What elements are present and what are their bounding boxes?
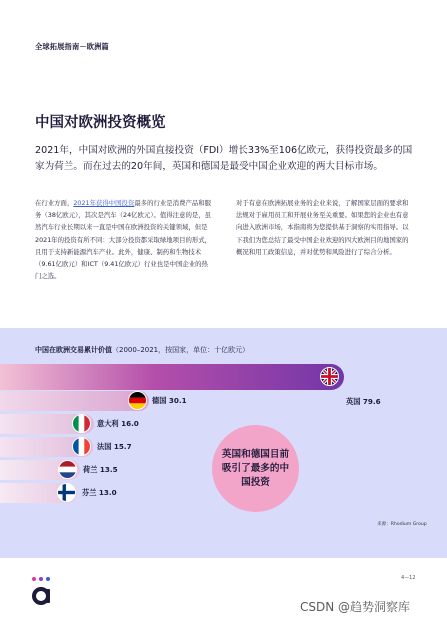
- chart-source: 来源：Rhodium Group: [377, 522, 427, 527]
- bar-label-finland: 芬兰 13.0: [82, 488, 117, 497]
- watermark: CSDN @趋势洞察库: [300, 600, 411, 614]
- body-left-prefix: 在行业方面，: [35, 199, 74, 207]
- bar-label-italy: 意大利 16.0: [97, 419, 139, 428]
- brand-logo-icon: [29, 575, 53, 607]
- body-left-paragraph: [35, 197, 212, 282]
- section-label: 全球拓展指南－欧洲篇: [35, 42, 109, 51]
- lead-paragraph: 2021年，中国对欧洲的外国直接投资（FDI）增长33%至106亿欧元，获得投资最多的国家为荷兰。而在过去的20年间，英国和德国是最受中国企业欢迎的两大目标市场。: [35, 145, 413, 172]
- uk-flag-icon: [320, 367, 339, 386]
- bar-label-germany: 德国 30.1: [152, 396, 187, 405]
- callout-bubble: [212, 425, 299, 512]
- investment-link[interactable]: 2021年获得中国投资: [73, 199, 135, 207]
- callout-text: 英国和德国目前吸引了最多的中国投资: [221, 448, 290, 488]
- body-left-suffix: 最多的行业是消费产品和服务（38亿欧元），其次是汽车（24亿欧元）。值得注意的是，虽然汽车行业长期以来一直是中国在欧洲投资的关键领域，但是2021年的投资有所不同：大部分投资都采取绿地项目的形式，且用于支持新能源汽车产业。此外，健康、制药和生物技术（9.61亿欧元）和ICT（9.41亿欧元）行业也是中国企业的热门之选。: [35, 199, 212, 281]
- france-flag-icon: [72, 437, 91, 456]
- netherlands-flag-icon: [58, 460, 77, 479]
- bar-label-uk: 英国 79.6: [346, 397, 381, 406]
- chart-title: [35, 345, 249, 355]
- bar-uk: [0, 364, 344, 390]
- page-number: 4—12: [401, 575, 416, 581]
- bar-germany: [0, 391, 149, 411]
- chart-title-sub: （2000–2021，按国家，单位：十亿欧元）: [112, 346, 250, 354]
- bar-label-netherlands: 荷兰 13.5: [83, 465, 118, 474]
- chart-title-main: 中国在欧洲交易累计价值: [35, 346, 112, 354]
- finland-flag-icon: [57, 483, 76, 502]
- germany-flag-icon: [128, 391, 147, 410]
- page-title: 中国对欧洲投资概览: [35, 115, 166, 131]
- bar-label-france: 法国 15.7: [97, 442, 132, 451]
- body-right-paragraph: 对于有意在欧洲拓展业务的企业来说，了解国家层面的要求和法规对于雇用员工和开展业务至关重要。如果您的企业也有意向进入欧洲市场，本指南将为您提供基于洞察的实用指导。以下我们为您总结了最受中国企业欢迎的四大欧洲目的地国家的概况和用工政策信息，并对优势和风险进行了综合分析。: [236, 199, 409, 256]
- italy-flag-icon: [72, 414, 91, 433]
